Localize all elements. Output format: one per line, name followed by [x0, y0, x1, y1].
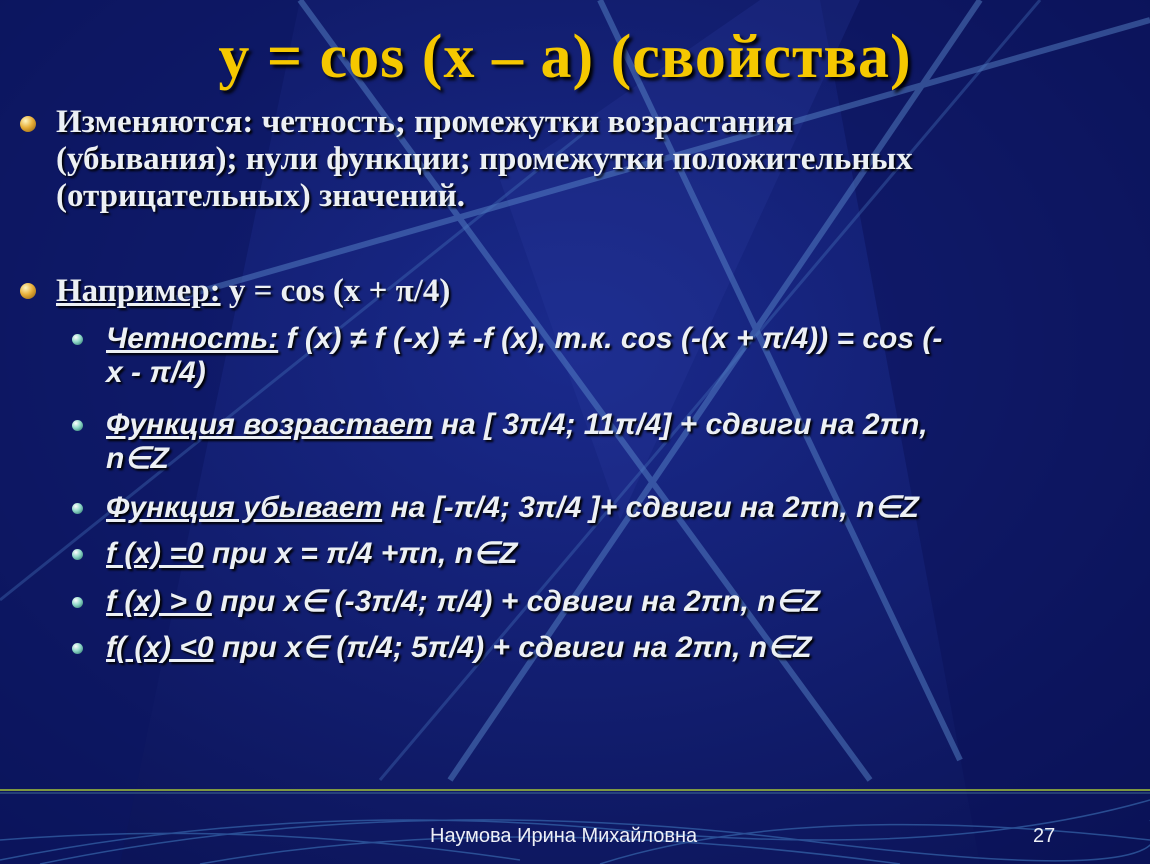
sub-item-text: на [-π/4; 3π/4 ]+ сдвиги на 2πn, n∈Z	[382, 491, 919, 524]
sub-item-increasing	[106, 408, 1136, 476]
sub-item-continuation: x - π/4)	[106, 356, 206, 389]
example-formula: y = cos (x + π/4)	[220, 273, 451, 309]
sub-item-negative	[106, 631, 1136, 665]
sub-item-positive	[106, 585, 1136, 619]
sub-item-zeros	[106, 537, 1136, 571]
bullet-icon	[20, 116, 36, 132]
changes-line-3: (отрицательных) значений.	[56, 178, 466, 214]
sub-bullet-icon	[72, 549, 83, 560]
sub-bullet-icon	[72, 597, 83, 608]
footer-author: Наумова Ирина Михайловна	[430, 825, 698, 847]
sub-item-label: Функция убывает	[106, 491, 383, 524]
sub-item-label: Функция возрастает	[106, 408, 433, 441]
sub-item-label: Четность:	[106, 322, 279, 355]
sub-item-label: f (x) > 0	[106, 585, 212, 618]
sub-item-text: f (x) ≠ f (-x) ≠ -f (x), т.к. cos (-(x + π/4)) = cos (-	[278, 322, 943, 355]
sub-item-label: f (x) =0	[106, 537, 204, 570]
changes-line-2: (убывания); нули функции; промежутки положительных	[56, 141, 913, 177]
sub-item-text: при x∈ (-3π/4; π/4) + сдвиги на 2πn, n∈Z	[211, 585, 820, 618]
sub-bullet-icon	[72, 334, 83, 345]
sub-bullet-icon	[72, 420, 83, 431]
changes-paragraph	[56, 104, 913, 215]
sub-item-label: f( (x) <0	[106, 631, 214, 664]
example-paragraph	[56, 273, 450, 310]
sub-item-parity	[106, 322, 1136, 390]
sub-item-decreasing	[106, 491, 1136, 525]
slide-title: y = cos (x – a) (свойства)	[218, 23, 912, 91]
bullet-icon	[20, 283, 36, 299]
sub-item-continuation: n∈Z	[106, 442, 169, 475]
sub-bullet-icon	[72, 503, 83, 514]
sub-bullet-icon	[72, 643, 83, 654]
page-number: 27	[1033, 825, 1056, 847]
changes-line-1: Изменяются: четность; промежутки возрастания	[56, 104, 794, 140]
sub-item-text: при x∈ (π/4; 5π/4) + сдвиги на 2πn, n∈Z	[213, 631, 812, 664]
example-label: Например:	[56, 273, 221, 309]
sub-item-text: при x = π/4 +πn, n∈Z	[203, 537, 518, 570]
sub-item-text: на [ 3π/4; 11π/4] + сдвиги на 2πn,	[432, 408, 928, 441]
